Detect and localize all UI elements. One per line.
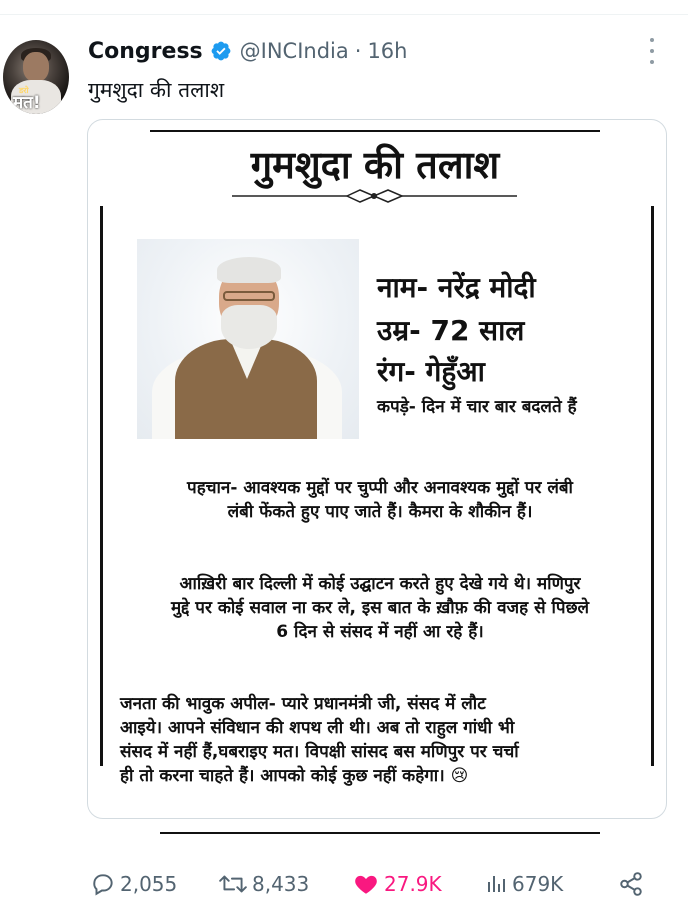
last-seen-line: 6 दिन से संसद में नहीं आ रहे हैं। bbox=[276, 622, 484, 642]
avatar[interactable] bbox=[3, 40, 69, 114]
last-seen-line: मुद्दे पर कोई सवाल ना कर ले, इस बात के ख़ौफ़ की वजह से पिछले bbox=[170, 598, 590, 618]
like-count: 27.9K bbox=[384, 872, 442, 896]
portrait-photo bbox=[137, 239, 359, 439]
ornament-divider-icon bbox=[232, 186, 517, 206]
reply-icon bbox=[90, 871, 116, 897]
appeal-line: ही तो करना चाहते हैं। आपको कोई कुछ नहीं कहेगा। 😢 bbox=[120, 766, 469, 786]
like-button[interactable] bbox=[352, 868, 442, 900]
top-divider bbox=[0, 14, 688, 15]
tweet-text: गुमशुदा की तलाश bbox=[88, 78, 225, 102]
appeal-line: जनता की भावुक अपील- प्यारे प्रधानमंत्री जी, संसद में लौट bbox=[120, 694, 486, 714]
tweet-action-bar bbox=[90, 868, 650, 900]
appeal-line: संसद में नहीं हैं,घबराइए मत। विपक्षी सांसद बस मणिपुर पर चर्चा bbox=[120, 742, 519, 762]
tweet-timestamp[interactable]: 16h bbox=[367, 39, 408, 63]
identification-paragraph bbox=[120, 476, 640, 524]
poster-complexion: रंग- गेहुँआ bbox=[377, 355, 485, 388]
identification-line: पहचान- आवश्यक मुद्दों पर चुप्पी और अनावश्यक मुद्दों पर लंबी bbox=[187, 478, 573, 498]
heart-icon bbox=[352, 871, 380, 897]
share-button[interactable] bbox=[618, 868, 648, 900]
header-separator: · bbox=[354, 39, 362, 63]
tweet-header bbox=[88, 36, 407, 66]
more-options-icon[interactable] bbox=[648, 38, 656, 64]
avatar-head bbox=[23, 52, 49, 82]
analytics-icon bbox=[484, 871, 508, 897]
poster-title: गुमशुदा की तलाश bbox=[250, 143, 500, 187]
poster-left-rule bbox=[100, 206, 103, 766]
author-handle[interactable]: @INCIndia bbox=[239, 39, 349, 63]
reply-button[interactable] bbox=[90, 868, 177, 900]
poster-right-rule bbox=[651, 206, 654, 766]
retweet-count: 8,433 bbox=[252, 872, 310, 896]
last-seen-line: आख़िरी बार दिल्ली में कोई उद्घाटन करते हुए देखे गये थे। मणिपुर bbox=[179, 574, 581, 594]
poster-top-rule bbox=[150, 130, 600, 132]
retweet-icon bbox=[218, 871, 248, 897]
verified-badge-icon bbox=[210, 40, 232, 62]
retweet-button[interactable] bbox=[218, 868, 309, 900]
views-button[interactable] bbox=[484, 868, 563, 900]
avatar-badge-small: डरो bbox=[19, 86, 29, 95]
poster-name: नाम- नरेंद्र मोदी bbox=[377, 271, 536, 304]
views-count: 679K bbox=[512, 872, 564, 896]
share-icon bbox=[618, 871, 644, 897]
poster-age: उम्र- 72 साल bbox=[377, 314, 525, 347]
appeal-line: आइये। आपने संविधान की शपथ ली थी। अब तो राहुल गांधी भी bbox=[120, 718, 515, 738]
poster-bottom-rule bbox=[160, 832, 600, 834]
avatar-badge-text: मत! bbox=[13, 93, 41, 113]
reply-count: 2,055 bbox=[120, 872, 178, 896]
author-name[interactable]: Congress bbox=[88, 38, 203, 64]
appeal-paragraph bbox=[120, 692, 640, 788]
last-seen-paragraph bbox=[120, 572, 640, 644]
poster-clothes: कपड़े- दिन में चार बार बदलते हैं bbox=[377, 397, 577, 417]
identification-line: लंबी फेंकते हुए पाए जाते हैं। कैमरा के शौकीन हैं। bbox=[227, 502, 533, 522]
